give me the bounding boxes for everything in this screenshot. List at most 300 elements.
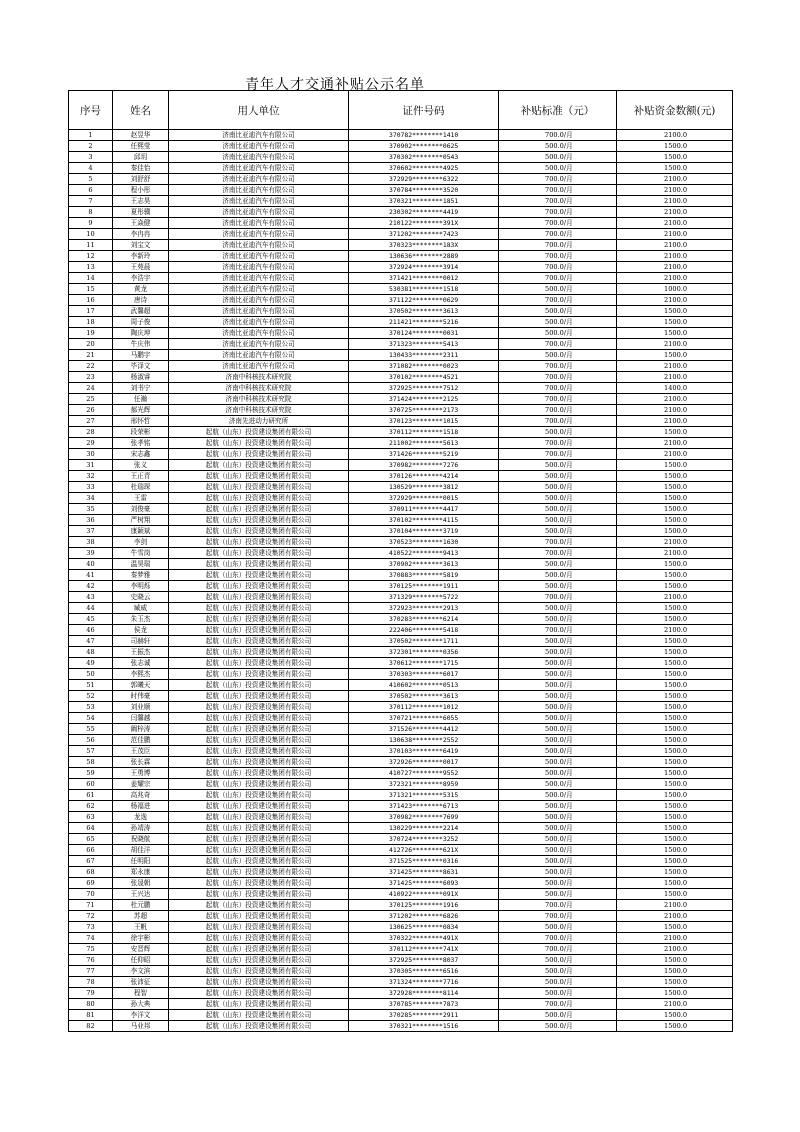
cell-subsidy-standard: 500.0/月 xyxy=(499,603,617,614)
cell-name: 严树翔 xyxy=(113,515,169,526)
cell-subsidy-standard: 700.0/月 xyxy=(499,999,617,1010)
cell-employer: 济南比亚迪汽车有限公司 xyxy=(169,152,349,163)
cell-subsidy-standard: 700.0/月 xyxy=(499,911,617,922)
cell-employer: 起航（山东）投资建设集团有限公司 xyxy=(169,999,349,1010)
table-row xyxy=(69,779,733,790)
cell-id-number: 370102********4521 xyxy=(349,372,499,383)
cell-employer: 起航（山东）投资建设集团有限公司 xyxy=(169,988,349,999)
cell-subsidy-standard: 500.0/月 xyxy=(499,559,617,570)
cell-employer: 起航（山东）投资建设集团有限公司 xyxy=(169,878,349,889)
cell-subsidy-standard: 700.0/月 xyxy=(499,537,617,548)
cell-name: 刘业顺 xyxy=(113,702,169,713)
cell-employer: 起航（山东）投资建设集团有限公司 xyxy=(169,735,349,746)
cell-seq: 54 xyxy=(69,713,113,724)
cell-id-number: 371425********6093 xyxy=(349,878,499,889)
cell-seq: 12 xyxy=(69,251,113,262)
cell-name: 刘俊豪 xyxy=(113,504,169,515)
table-row xyxy=(69,438,733,449)
cell-name: 马业邦 xyxy=(113,1021,169,1032)
cell-subsidy-standard: 500.0/月 xyxy=(499,427,617,438)
cell-subsidy-amount: 1500.0 xyxy=(617,350,733,361)
cell-employer: 起航（山东）投资建设集团有限公司 xyxy=(169,933,349,944)
cell-employer: 起航（山东）投资建设集团有限公司 xyxy=(169,768,349,779)
cell-seq: 37 xyxy=(69,526,113,537)
cell-seq: 31 xyxy=(69,460,113,471)
cell-subsidy-amount: 1500.0 xyxy=(617,141,733,152)
cell-id-number: 370721********6055 xyxy=(349,713,499,724)
cell-seq: 32 xyxy=(69,471,113,482)
cell-subsidy-amount: 2100.0 xyxy=(617,911,733,922)
cell-employer: 起航（山东）投资建设集团有限公司 xyxy=(169,746,349,757)
cell-subsidy-amount: 1500.0 xyxy=(617,955,733,966)
cell-seq: 61 xyxy=(69,790,113,801)
cell-name: 侯龙 xyxy=(113,625,169,636)
cell-subsidy-standard: 700.0/月 xyxy=(499,944,617,955)
cell-name: 段荣彬 xyxy=(113,427,169,438)
cell-name: 胡佳洋 xyxy=(113,845,169,856)
cell-name: 苏超 xyxy=(113,911,169,922)
header-employer: 用人单位 xyxy=(169,91,349,130)
cell-name: 龙逸 xyxy=(113,812,169,823)
cell-name: 王正青 xyxy=(113,471,169,482)
table-row xyxy=(69,537,733,548)
cell-subsidy-amount: 1500.0 xyxy=(617,614,733,625)
cell-id-number: 370725********2173 xyxy=(349,405,499,416)
cell-subsidy-amount: 1500.0 xyxy=(617,306,733,317)
cell-seq: 62 xyxy=(69,801,113,812)
cell-name: 张沛征 xyxy=(113,977,169,988)
cell-name: 司赫轩 xyxy=(113,636,169,647)
cell-id-number: 371324********7716 xyxy=(349,977,499,988)
table-row xyxy=(69,163,733,174)
cell-subsidy-amount: 1500.0 xyxy=(617,493,733,504)
table-row xyxy=(69,449,733,460)
cell-subsidy-amount: 2100.0 xyxy=(617,251,733,262)
cell-seq: 48 xyxy=(69,647,113,658)
cell-id-number: 211002********5613 xyxy=(349,438,499,449)
table-row xyxy=(69,713,733,724)
cell-employer: 济南比亚迪汽车有限公司 xyxy=(169,328,349,339)
cell-subsidy-amount: 1500.0 xyxy=(617,636,733,647)
table-row xyxy=(69,372,733,383)
cell-name: 祝晓航 xyxy=(113,834,169,845)
cell-subsidy-amount: 2100.0 xyxy=(617,240,733,251)
cell-seq: 2 xyxy=(69,141,113,152)
cell-seq: 69 xyxy=(69,878,113,889)
cell-subsidy-standard: 500.0/月 xyxy=(499,328,617,339)
cell-id-number: 370502********1711 xyxy=(349,636,499,647)
cell-employer: 起航（山东）投资建设集团有限公司 xyxy=(169,427,349,438)
cell-subsidy-amount: 1500.0 xyxy=(617,768,733,779)
cell-id-number: 370883********5819 xyxy=(349,570,499,581)
cell-subsidy-standard: 700.0/月 xyxy=(499,196,617,207)
cell-subsidy-amount: 2100.0 xyxy=(617,185,733,196)
cell-subsidy-amount: 1500.0 xyxy=(617,966,733,977)
cell-subsidy-amount: 1500.0 xyxy=(617,163,733,174)
cell-id-number: 370902********0625 xyxy=(349,141,499,152)
cell-seq: 51 xyxy=(69,680,113,691)
cell-employer: 济南比亚迪汽车有限公司 xyxy=(169,273,349,284)
cell-subsidy-amount: 1500.0 xyxy=(617,713,733,724)
cell-subsidy-amount: 2100.0 xyxy=(617,625,733,636)
cell-id-number: 370112********1518 xyxy=(349,427,499,438)
cell-id-number: 370126********4214 xyxy=(349,471,499,482)
cell-name: 牛雪岗 xyxy=(113,548,169,559)
cell-name: 赵昱华 xyxy=(113,130,169,141)
cell-id-number: 370982********7699 xyxy=(349,812,499,823)
cell-subsidy-amount: 2100.0 xyxy=(617,295,733,306)
cell-name: 王勇博 xyxy=(113,768,169,779)
cell-subsidy-amount: 1500.0 xyxy=(617,779,733,790)
cell-name: 孙大典 xyxy=(113,999,169,1010)
cell-employer: 起航（山东）投资建设集团有限公司 xyxy=(169,493,349,504)
cell-subsidy-standard: 500.0/月 xyxy=(499,823,617,834)
cell-name: 安晋辉 xyxy=(113,944,169,955)
cell-subsidy-amount: 1500.0 xyxy=(617,889,733,900)
cell-name: 秦佳怡 xyxy=(113,163,169,174)
cell-employer: 起航（山东）投资建设集团有限公司 xyxy=(169,856,349,867)
table-row xyxy=(69,702,733,713)
table-row xyxy=(69,548,733,559)
cell-id-number: 530381********1518 xyxy=(349,284,499,295)
cell-employer: 起航（山东）投资建设集团有限公司 xyxy=(169,570,349,581)
cell-subsidy-standard: 500.0/月 xyxy=(499,350,617,361)
cell-employer: 起航（山东）投资建设集团有限公司 xyxy=(169,911,349,922)
cell-id-number: 370782********1410 xyxy=(349,130,499,141)
cell-name: 王志昊 xyxy=(113,196,169,207)
cell-subsidy-amount: 1500.0 xyxy=(617,658,733,669)
table-header-row xyxy=(69,91,733,130)
cell-name: 高兆奇 xyxy=(113,790,169,801)
table-row xyxy=(69,416,733,427)
cell-id-number: 371321********5315 xyxy=(349,790,499,801)
cell-employer: 起航（山东）投资建设集团有限公司 xyxy=(169,559,349,570)
cell-name: 徐宇彬 xyxy=(113,933,169,944)
cell-id-number: 372929********6322 xyxy=(349,174,499,185)
table-row xyxy=(69,735,733,746)
cell-name: 黄龙 xyxy=(113,284,169,295)
cell-employer: 济南比亚迪汽车有限公司 xyxy=(169,174,349,185)
cell-seq: 67 xyxy=(69,856,113,867)
table-row xyxy=(69,141,733,152)
cell-id-number: 371424********2125 xyxy=(349,394,499,405)
header-subsidy-amount: 补贴资金数额(元) xyxy=(617,91,733,130)
cell-seq: 52 xyxy=(69,691,113,702)
cell-subsidy-standard: 500.0/月 xyxy=(499,636,617,647)
table-row xyxy=(69,636,733,647)
cell-seq: 14 xyxy=(69,273,113,284)
page-title: 青年人才交通补贴公示名单 xyxy=(245,77,425,93)
cell-name: 闫馨越 xyxy=(113,713,169,724)
cell-name: 朱玉杰 xyxy=(113,614,169,625)
table-row xyxy=(69,999,733,1010)
cell-subsidy-amount: 2100.0 xyxy=(617,405,733,416)
table-row xyxy=(69,856,733,867)
cell-subsidy-standard: 700.0/月 xyxy=(499,130,617,141)
table-row xyxy=(69,757,733,768)
cell-seq: 10 xyxy=(69,229,113,240)
cell-subsidy-standard: 700.0/月 xyxy=(499,933,617,944)
cell-name: 张晟朝 xyxy=(113,878,169,889)
cell-seq: 38 xyxy=(69,537,113,548)
cell-seq: 71 xyxy=(69,900,113,911)
cell-id-number: 371202********6826 xyxy=(349,911,499,922)
table-row xyxy=(69,1010,733,1021)
cell-id-number: 370305********6516 xyxy=(349,966,499,977)
cell-subsidy-standard: 500.0/月 xyxy=(499,977,617,988)
cell-subsidy-standard: 500.0/月 xyxy=(499,141,617,152)
table-row xyxy=(69,746,733,757)
cell-id-number: 130229********2214 xyxy=(349,823,499,834)
cell-seq: 33 xyxy=(69,482,113,493)
cell-employer: 起航（山东）投资建设集团有限公司 xyxy=(169,713,349,724)
cell-seq: 72 xyxy=(69,911,113,922)
cell-seq: 47 xyxy=(69,636,113,647)
cell-id-number: 370302********0543 xyxy=(349,152,499,163)
cell-subsidy-amount: 1500.0 xyxy=(617,1010,733,1021)
cell-name: 史晓云 xyxy=(113,592,169,603)
cell-id-number: 130625********0834 xyxy=(349,922,499,933)
table-row xyxy=(69,988,733,999)
table-row xyxy=(69,592,733,603)
cell-name: 王焱健 xyxy=(113,218,169,229)
cell-id-number: 370323********183X xyxy=(349,240,499,251)
cell-seq: 57 xyxy=(69,746,113,757)
cell-name: 王帆 xyxy=(113,922,169,933)
cell-subsidy-amount: 2100.0 xyxy=(617,229,733,240)
cell-employer: 起航（山东）投资建设集团有限公司 xyxy=(169,548,349,559)
cell-seq: 1 xyxy=(69,130,113,141)
cell-id-number: 371082********0023 xyxy=(349,361,499,372)
cell-name: 李熙杰 xyxy=(113,669,169,680)
cell-employer: 济南中科核技术研究院 xyxy=(169,383,349,394)
cell-subsidy-standard: 700.0/月 xyxy=(499,449,617,460)
cell-subsidy-amount: 2100.0 xyxy=(617,933,733,944)
cell-subsidy-amount: 1500.0 xyxy=(617,823,733,834)
header-subsidy-standard: 补贴标准（元） xyxy=(499,91,617,130)
table-row xyxy=(69,933,733,944)
cell-seq: 16 xyxy=(69,295,113,306)
cell-subsidy-amount: 1500.0 xyxy=(617,515,733,526)
cell-subsidy-amount: 2100.0 xyxy=(617,416,733,427)
cell-subsidy-amount: 1500.0 xyxy=(617,482,733,493)
cell-employer: 起航（山东）投资建设集团有限公司 xyxy=(169,702,349,713)
table-row xyxy=(69,526,733,537)
table-row xyxy=(69,482,733,493)
cell-seq: 5 xyxy=(69,174,113,185)
cell-subsidy-standard: 500.0/月 xyxy=(499,460,617,471)
cell-subsidy-standard: 500.0/月 xyxy=(499,801,617,812)
cell-subsidy-amount: 2100.0 xyxy=(617,174,733,185)
cell-seq: 24 xyxy=(69,383,113,394)
cell-subsidy-standard: 500.0/月 xyxy=(499,152,617,163)
cell-name: 张义 xyxy=(113,460,169,471)
cell-subsidy-standard: 500.0/月 xyxy=(499,581,617,592)
cell-subsidy-standard: 500.0/月 xyxy=(499,284,617,295)
cell-subsidy-standard: 500.0/月 xyxy=(499,735,617,746)
cell-name: 刘舒舒 xyxy=(113,174,169,185)
cell-seq: 44 xyxy=(69,603,113,614)
table-row xyxy=(69,460,733,471)
cell-subsidy-amount: 2100.0 xyxy=(617,944,733,955)
cell-subsidy-amount: 2100.0 xyxy=(617,372,733,383)
table-row xyxy=(69,790,733,801)
table-row xyxy=(69,383,733,394)
cell-subsidy-standard: 500.0/月 xyxy=(499,812,617,823)
cell-id-number: 130638********2552 xyxy=(349,735,499,746)
cell-seq: 74 xyxy=(69,933,113,944)
cell-id-number: 370321********1516 xyxy=(349,1021,499,1032)
cell-subsidy-standard: 500.0/月 xyxy=(499,614,617,625)
cell-seq: 36 xyxy=(69,515,113,526)
cell-employer: 起航（山东）投资建设集团有限公司 xyxy=(169,779,349,790)
table-row xyxy=(69,218,733,229)
table-row xyxy=(69,339,733,350)
cell-name: 张孝铭 xyxy=(113,438,169,449)
cell-employer: 起航（山东）投资建设集团有限公司 xyxy=(169,592,349,603)
cell-seq: 35 xyxy=(69,504,113,515)
cell-subsidy-amount: 2100.0 xyxy=(617,537,733,548)
table-row xyxy=(69,603,733,614)
cell-subsidy-standard: 500.0/月 xyxy=(499,867,617,878)
cell-seq: 6 xyxy=(69,185,113,196)
cell-name: 毕泽文 xyxy=(113,361,169,372)
cell-name: 姜耀宗 xyxy=(113,779,169,790)
cell-subsidy-amount: 1500.0 xyxy=(617,317,733,328)
cell-subsidy-amount: 1500.0 xyxy=(617,680,733,691)
cell-name: 郭曦天 xyxy=(113,680,169,691)
cell-subsidy-amount: 1500.0 xyxy=(617,1021,733,1032)
cell-employer: 济南比亚迪汽车有限公司 xyxy=(169,229,349,240)
cell-employer: 起航（山东）投资建设集团有限公司 xyxy=(169,801,349,812)
cell-seq: 21 xyxy=(69,350,113,361)
cell-subsidy-standard: 500.0/月 xyxy=(499,1021,617,1032)
cell-subsidy-standard: 500.0/月 xyxy=(499,504,617,515)
table-row xyxy=(69,845,733,856)
cell-seq: 25 xyxy=(69,394,113,405)
cell-name: 孙靖涛 xyxy=(113,823,169,834)
cell-subsidy-standard: 700.0/月 xyxy=(499,438,617,449)
cell-subsidy-standard: 500.0/月 xyxy=(499,526,617,537)
cell-id-number: 370124********0031 xyxy=(349,328,499,339)
cell-id-number: 371426********5219 xyxy=(349,449,499,460)
cell-employer: 起航（山东）投资建设集团有限公司 xyxy=(169,647,349,658)
cell-seq: 46 xyxy=(69,625,113,636)
cell-id-number: 410602********0513 xyxy=(349,680,499,691)
cell-seq: 66 xyxy=(69,845,113,856)
cell-seq: 43 xyxy=(69,592,113,603)
cell-seq: 19 xyxy=(69,328,113,339)
cell-subsidy-standard: 500.0/月 xyxy=(499,515,617,526)
cell-name: 李浩宇 xyxy=(113,273,169,284)
table-row xyxy=(69,1021,733,1032)
cell-subsidy-amount: 1500.0 xyxy=(617,427,733,438)
header-seq: 序号 xyxy=(69,91,113,130)
cell-subsidy-amount: 1500.0 xyxy=(617,581,733,592)
cell-employer: 起航（山东）投资建设集团有限公司 xyxy=(169,537,349,548)
cell-name: 郑永康 xyxy=(113,867,169,878)
cell-id-number: 370104********3719 xyxy=(349,526,499,537)
cell-subsidy-amount: 1500.0 xyxy=(617,724,733,735)
cell-employer: 起航（山东）投资建设集团有限公司 xyxy=(169,669,349,680)
table-row xyxy=(69,768,733,779)
table-row xyxy=(69,724,733,735)
cell-employer: 起航（山东）投资建设集团有限公司 xyxy=(169,636,349,647)
cell-subsidy-standard: 500.0/月 xyxy=(499,471,617,482)
cell-employer: 起航（山东）投资建设集团有限公司 xyxy=(169,691,349,702)
cell-subsidy-amount: 2100.0 xyxy=(617,394,733,405)
cell-seq: 53 xyxy=(69,702,113,713)
cell-seq: 34 xyxy=(69,493,113,504)
cell-seq: 26 xyxy=(69,405,113,416)
cell-seq: 28 xyxy=(69,427,113,438)
cell-id-number: 412726********621X xyxy=(349,845,499,856)
cell-subsidy-standard: 500.0/月 xyxy=(499,878,617,889)
cell-subsidy-standard: 500.0/月 xyxy=(499,482,617,493)
cell-id-number: 370125********1911 xyxy=(349,581,499,592)
table-row xyxy=(69,317,733,328)
cell-id-number: 370322********491X xyxy=(349,933,499,944)
subsidy-table xyxy=(68,90,733,1032)
cell-id-number: 370103********6419 xyxy=(349,746,499,757)
table-row xyxy=(69,427,733,438)
cell-subsidy-amount: 1500.0 xyxy=(617,746,733,757)
cell-subsidy-standard: 700.0/月 xyxy=(499,185,617,196)
cell-name: 刘书宁 xyxy=(113,383,169,394)
cell-seq: 29 xyxy=(69,438,113,449)
cell-id-number: 372926********0017 xyxy=(349,757,499,768)
cell-subsidy-amount: 1500.0 xyxy=(617,801,733,812)
cell-seq: 81 xyxy=(69,1010,113,1021)
cell-id-number: 370303********6017 xyxy=(349,669,499,680)
cell-employer: 起航（山东）投资建设集团有限公司 xyxy=(169,625,349,636)
cell-id-number: 370112********1012 xyxy=(349,702,499,713)
cell-subsidy-standard: 500.0/月 xyxy=(499,966,617,977)
table-row xyxy=(69,900,733,911)
cell-subsidy-standard: 500.0/月 xyxy=(499,658,617,669)
cell-subsidy-amount: 2100.0 xyxy=(617,262,733,273)
cell-seq: 30 xyxy=(69,449,113,460)
table-row xyxy=(69,196,733,207)
cell-seq: 42 xyxy=(69,581,113,592)
cell-seq: 20 xyxy=(69,339,113,350)
table-row xyxy=(69,273,733,284)
cell-employer: 起航（山东）投资建设集团有限公司 xyxy=(169,471,349,482)
cell-seq: 79 xyxy=(69,988,113,999)
cell-name: 范佳鹏 xyxy=(113,735,169,746)
cell-employer: 济南中科核技术研究院 xyxy=(169,394,349,405)
cell-employer: 济南比亚迪汽车有限公司 xyxy=(169,262,349,273)
table-row xyxy=(69,295,733,306)
cell-subsidy-amount: 1500.0 xyxy=(617,471,733,482)
cell-seq: 65 xyxy=(69,834,113,845)
cell-employer: 起航（山东）投资建设集团有限公司 xyxy=(169,1021,349,1032)
table-row xyxy=(69,922,733,933)
cell-seq: 45 xyxy=(69,614,113,625)
cell-subsidy-standard: 500.0/月 xyxy=(499,955,617,966)
cell-name: 李新玲 xyxy=(113,251,169,262)
cell-name: 时伟豪 xyxy=(113,691,169,702)
cell-name: 王振杰 xyxy=(113,647,169,658)
cell-id-number: 371425********8631 xyxy=(349,867,499,878)
cell-id-number: 230302********4419 xyxy=(349,207,499,218)
cell-subsidy-standard: 500.0/月 xyxy=(499,845,617,856)
table-row xyxy=(69,493,733,504)
cell-employer: 济南中科核技术研究院 xyxy=(169,372,349,383)
cell-subsidy-amount: 1500.0 xyxy=(617,647,733,658)
cell-id-number: 370102********4115 xyxy=(349,515,499,526)
cell-name: 马鹏宇 xyxy=(113,350,169,361)
